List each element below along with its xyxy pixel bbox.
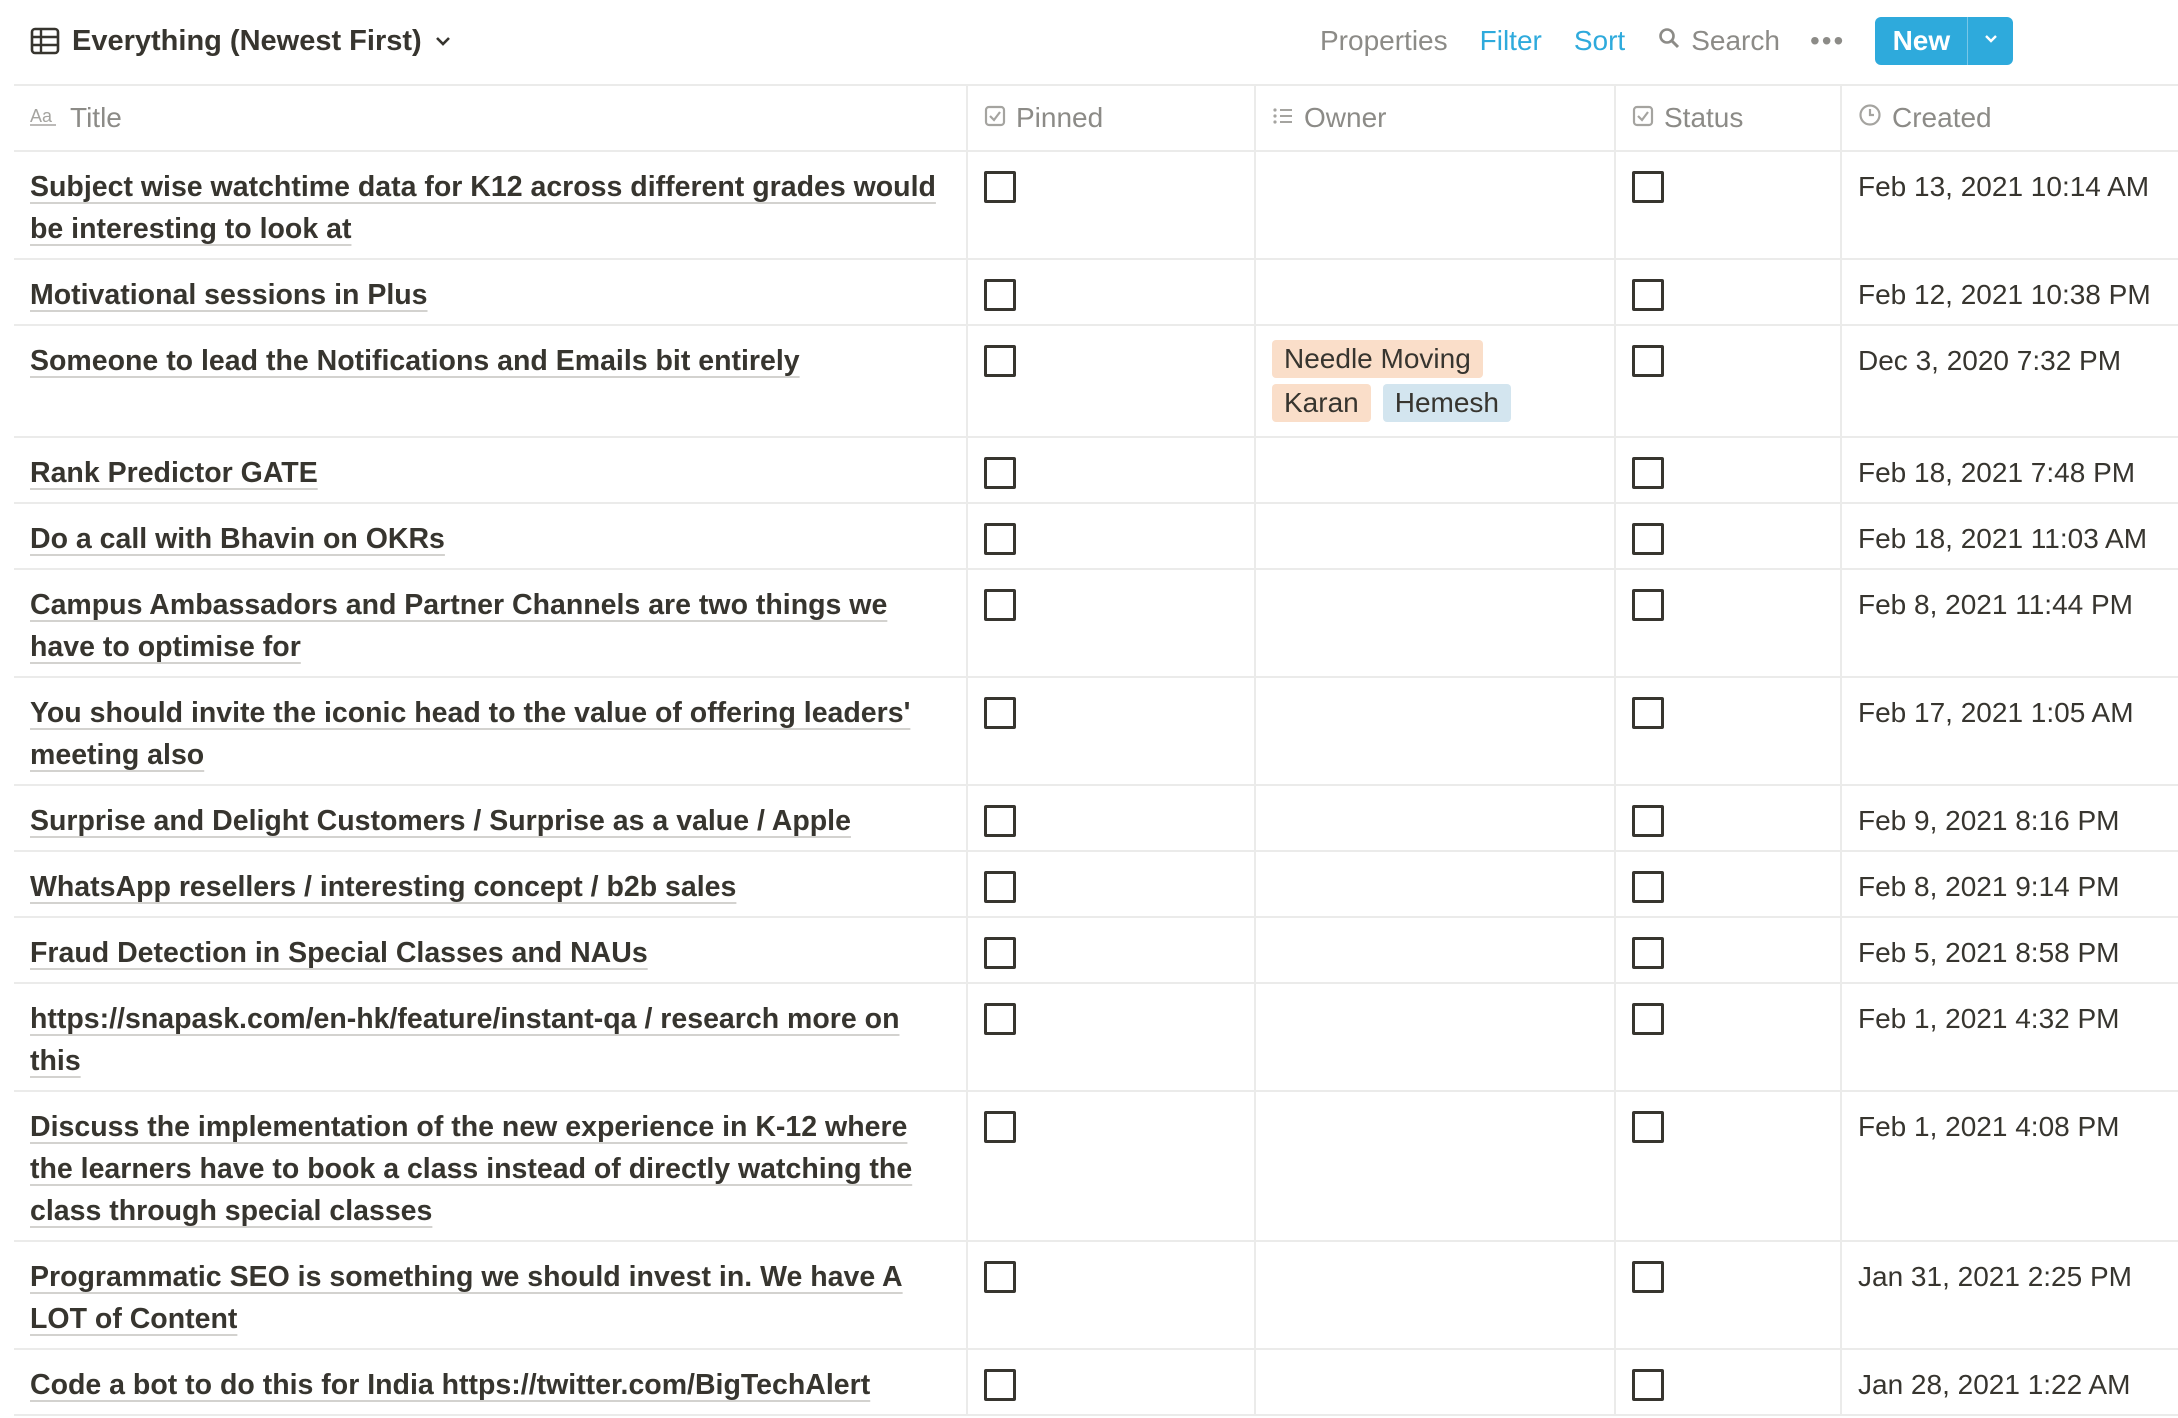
status-cell xyxy=(1616,786,1842,850)
owner-tag: Needle Moving xyxy=(1272,340,1483,378)
pinned-checkbox[interactable] xyxy=(984,1369,1016,1401)
status-checkbox[interactable] xyxy=(1632,1111,1664,1143)
created-cell xyxy=(1842,326,2178,436)
new-button[interactable]: New xyxy=(1892,25,1951,56)
status-cell xyxy=(1616,852,1842,916)
database-toolbar xyxy=(0,0,2178,82)
created-cell xyxy=(1842,786,2178,850)
pinned-checkbox[interactable] xyxy=(984,279,1016,311)
created-date: Feb 9, 2021 8:16 PM xyxy=(1858,805,2120,836)
status-cell xyxy=(1616,260,1842,324)
owner-cell[interactable] xyxy=(1256,504,1616,568)
created-date: Feb 13, 2021 10:14 AM xyxy=(1858,171,2150,202)
title-cell[interactable] xyxy=(14,678,968,784)
pinned-cell xyxy=(968,326,1256,436)
row-title[interactable]: Programmatic SEO is something we should invest in. We have A LOT of Content xyxy=(30,1261,903,1335)
status-cell xyxy=(1616,326,1842,436)
row-title[interactable]: You should invite the iconic head to the value of offering leaders' meeting also xyxy=(30,697,911,771)
pinned-checkbox[interactable] xyxy=(984,805,1016,837)
status-cell xyxy=(1616,1092,1842,1240)
pinned-cell xyxy=(968,260,1256,324)
status-cell xyxy=(1616,678,1842,784)
created-date: Dec 3, 2020 7:32 PM xyxy=(1858,345,2122,376)
status-checkbox[interactable] xyxy=(1632,871,1664,903)
created-cell xyxy=(1842,918,2178,982)
row-title[interactable]: https://snapask.com/en-hk/feature/instant-qa / research more on this xyxy=(30,1003,900,1077)
pinned-checkbox[interactable] xyxy=(984,1261,1016,1293)
created-cell xyxy=(1842,984,2178,1090)
row-title[interactable]: Fraud Detection in Special Classes and NAUs xyxy=(30,937,648,969)
column-header-created[interactable]: Created xyxy=(1842,86,2178,150)
owner-cell[interactable] xyxy=(1256,260,1616,324)
created-cell xyxy=(1842,852,2178,916)
owner-cell[interactable] xyxy=(1256,570,1616,676)
status-cell xyxy=(1616,152,1842,258)
status-checkbox[interactable] xyxy=(1632,279,1664,311)
pinned-cell xyxy=(968,918,1256,982)
search-label: Search xyxy=(1691,25,1780,56)
filter-button[interactable]: Filter xyxy=(1479,25,1542,56)
title-cell[interactable] xyxy=(14,438,968,502)
pinned-cell xyxy=(968,786,1256,850)
owner-cell[interactable] xyxy=(1256,984,1616,1090)
created-date: Jan 31, 2021 2:25 PM xyxy=(1858,1261,2132,1292)
title-cell[interactable] xyxy=(14,260,968,324)
owner-cell[interactable] xyxy=(1256,852,1616,916)
title-cell[interactable] xyxy=(14,570,968,676)
pinned-cell xyxy=(968,1242,1256,1348)
pinned-checkbox[interactable] xyxy=(984,1003,1016,1035)
table-icon xyxy=(30,26,60,56)
view-selector[interactable] xyxy=(30,20,452,62)
pinned-cell xyxy=(968,152,1256,258)
pinned-checkbox[interactable] xyxy=(984,589,1016,621)
chevron-down-icon xyxy=(1983,31,1999,52)
row-title[interactable]: Someone to lead the Notifications and Emails bit entirely xyxy=(30,345,800,377)
owner-tag: Karan xyxy=(1272,384,1371,422)
created-date: Feb 1, 2021 4:08 PM xyxy=(1858,1111,2120,1142)
table-row[interactable] xyxy=(14,438,2178,504)
title-cell[interactable] xyxy=(14,1242,968,1348)
status-checkbox[interactable] xyxy=(1632,345,1664,377)
created-date: Jan 28, 2021 1:22 AM xyxy=(1858,1369,2131,1400)
created-cell xyxy=(1842,570,2178,676)
pinned-checkbox[interactable] xyxy=(984,457,1016,489)
title-cell[interactable] xyxy=(14,1350,968,1414)
checkbox-property-icon xyxy=(1632,102,1654,134)
list-property-icon xyxy=(1272,102,1294,134)
table-row[interactable] xyxy=(14,260,2178,326)
pinned-cell xyxy=(968,504,1256,568)
table-row[interactable] xyxy=(14,152,2178,260)
created-cell xyxy=(1842,504,2178,568)
table-row[interactable] xyxy=(14,570,2178,678)
table-row[interactable] xyxy=(14,1242,2178,1350)
title-cell[interactable] xyxy=(14,504,968,568)
row-title[interactable]: Surprise and Delight Customers / Surprise as a value / Apple xyxy=(30,805,851,837)
table-row[interactable] xyxy=(14,504,2178,570)
table-row[interactable] xyxy=(14,326,2178,438)
created-cell xyxy=(1842,260,2178,324)
new-dropdown-button[interactable] xyxy=(1967,17,2013,65)
created-date: Feb 1, 2021 4:32 PM xyxy=(1858,1003,2120,1034)
pinned-checkbox[interactable] xyxy=(984,871,1016,903)
owner-cell[interactable] xyxy=(1256,678,1616,784)
title-cell[interactable] xyxy=(14,152,968,258)
status-cell xyxy=(1616,984,1842,1090)
pinned-cell xyxy=(968,678,1256,784)
status-checkbox[interactable] xyxy=(1632,937,1664,969)
table-row[interactable] xyxy=(14,1092,2178,1242)
owner-cell[interactable] xyxy=(1256,152,1616,258)
status-checkbox[interactable] xyxy=(1632,457,1664,489)
pinned-cell xyxy=(968,852,1256,916)
status-cell xyxy=(1616,570,1842,676)
pinned-cell xyxy=(968,984,1256,1090)
text-property-icon xyxy=(30,102,60,134)
database-table xyxy=(14,84,2178,1416)
status-checkbox[interactable] xyxy=(1632,697,1664,729)
created-cell xyxy=(1842,152,2178,258)
owner-cell[interactable] xyxy=(1256,918,1616,982)
pinned-cell xyxy=(968,438,1256,502)
status-cell xyxy=(1616,504,1842,568)
pinned-checkbox[interactable] xyxy=(984,937,1016,969)
title-cell[interactable] xyxy=(14,852,968,916)
created-date: Feb 8, 2021 11:44 PM xyxy=(1858,589,2133,620)
table-header xyxy=(14,86,2178,152)
owner-tag: Hemesh xyxy=(1383,384,1511,422)
status-cell xyxy=(1616,1350,1842,1414)
created-cell xyxy=(1842,1242,2178,1348)
column-header-title[interactable]: Aa Title xyxy=(14,86,968,150)
owner-cell[interactable] xyxy=(1256,786,1616,850)
row-title[interactable]: Rank Predictor GATE xyxy=(30,457,318,489)
status-checkbox[interactable] xyxy=(1632,805,1664,837)
status-checkbox[interactable] xyxy=(1632,523,1664,555)
svg-text:Aa: Aa xyxy=(30,106,53,126)
created-date: Feb 8, 2021 9:14 PM xyxy=(1858,871,2120,902)
row-title[interactable]: Code a bot to do this for India https://twitter.com/BigTechAlert xyxy=(30,1369,871,1401)
title-cell[interactable] xyxy=(14,326,968,436)
created-date: Feb 18, 2021 11:03 AM xyxy=(1858,523,2148,554)
table-row[interactable] xyxy=(14,786,2178,852)
pinned-checkbox[interactable] xyxy=(984,697,1016,729)
pinned-checkbox[interactable] xyxy=(984,345,1016,377)
created-cell xyxy=(1842,1350,2178,1414)
column-header-status[interactable]: Status xyxy=(1616,86,1842,150)
row-title[interactable]: Do a call with Bhavin on OKRs xyxy=(30,523,445,555)
title-cell[interactable] xyxy=(14,984,968,1090)
created-date: Feb 17, 2021 1:05 AM xyxy=(1858,697,2134,728)
clock-icon xyxy=(1858,102,1882,134)
owner-tags xyxy=(1272,340,1572,422)
table-row[interactable] xyxy=(14,984,2178,1092)
created-cell xyxy=(1842,1092,2178,1240)
new-button-group xyxy=(1875,17,2013,65)
title-cell[interactable] xyxy=(14,786,968,850)
row-title[interactable]: WhatsApp resellers / interesting concept / b2b sales xyxy=(30,871,737,903)
status-checkbox[interactable] xyxy=(1632,1003,1664,1035)
row-title[interactable]: Subject wise watchtime data for K12 across different grades would be interesting to look at xyxy=(30,171,936,245)
pinned-cell xyxy=(968,570,1256,676)
owner-cell[interactable] xyxy=(1256,326,1616,436)
view-title: Everything (Newest First) xyxy=(72,24,422,57)
owner-cell[interactable] xyxy=(1256,1242,1616,1348)
owner-cell[interactable] xyxy=(1256,1350,1616,1414)
pinned-checkbox[interactable] xyxy=(984,523,1016,555)
owner-cell[interactable] xyxy=(1256,1092,1616,1240)
row-title[interactable]: Motivational sessions in Plus xyxy=(30,279,428,311)
created-date: Feb 5, 2021 8:58 PM xyxy=(1858,937,2120,968)
checkbox-property-icon xyxy=(984,102,1006,134)
pinned-checkbox[interactable] xyxy=(984,1111,1016,1143)
table-row[interactable] xyxy=(14,678,2178,786)
pinned-checkbox[interactable] xyxy=(984,171,1016,203)
status-cell xyxy=(1616,1242,1842,1348)
status-cell xyxy=(1616,918,1842,982)
status-checkbox[interactable] xyxy=(1632,1369,1664,1401)
status-cell xyxy=(1616,438,1842,502)
owner-cell[interactable] xyxy=(1256,438,1616,502)
column-header-owner[interactable]: Owner xyxy=(1256,86,1616,150)
created-cell xyxy=(1842,438,2178,502)
table-row[interactable] xyxy=(14,852,2178,918)
column-header-pinned[interactable]: Pinned xyxy=(968,86,1256,150)
table-row[interactable] xyxy=(14,918,2178,984)
chevron-down-icon xyxy=(434,32,452,50)
created-date: Feb 18, 2021 7:48 PM xyxy=(1858,457,2136,488)
status-checkbox[interactable] xyxy=(1632,171,1664,203)
properties-button[interactable]: Properties xyxy=(1320,25,1448,56)
more-options-icon[interactable]: ••• xyxy=(1809,25,1846,56)
pinned-cell xyxy=(968,1092,1256,1240)
title-cell[interactable] xyxy=(14,1092,968,1240)
search-button[interactable] xyxy=(1657,25,1780,57)
created-date: Feb 12, 2021 10:38 PM xyxy=(1858,279,2151,310)
pinned-cell xyxy=(968,1350,1256,1414)
status-checkbox[interactable] xyxy=(1632,589,1664,621)
row-title[interactable]: Campus Ambassadors and Partner Channels are two things we have to optimise for xyxy=(30,589,888,663)
title-cell[interactable] xyxy=(14,918,968,982)
created-cell xyxy=(1842,678,2178,784)
table-row[interactable] xyxy=(14,1350,2178,1416)
search-icon xyxy=(1657,25,1681,57)
sort-button[interactable]: Sort xyxy=(1573,25,1626,56)
table-body xyxy=(14,152,2178,1416)
status-checkbox[interactable] xyxy=(1632,1261,1664,1293)
row-title[interactable]: Discuss the implementation of the new experience in K-12 where the learners have to book a class instead of directly watching the class through special classes xyxy=(30,1111,913,1227)
